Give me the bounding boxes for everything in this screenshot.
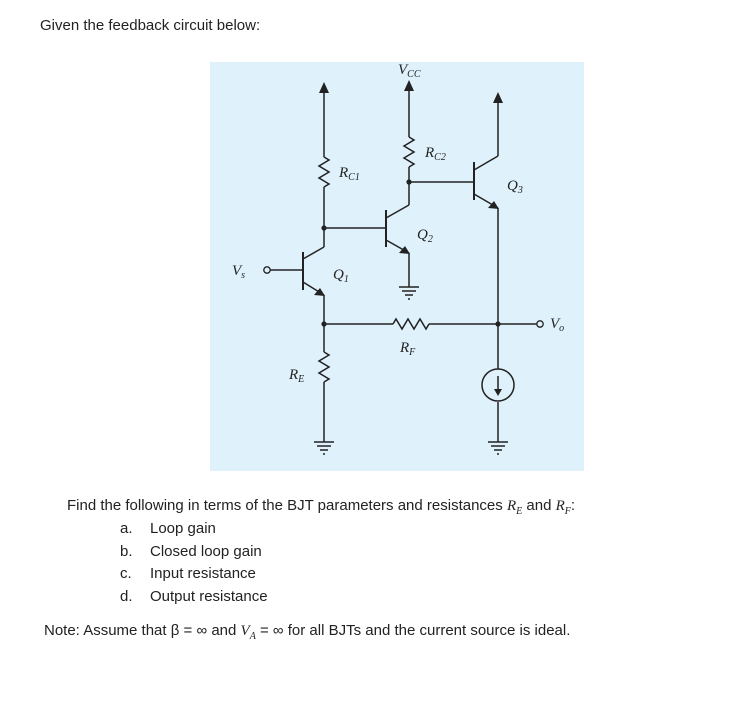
q3-label: $Q_3$ [507,178,523,196]
find-and: and [522,497,556,514]
va-subscript: A [249,631,256,642]
q1-label: $Q_1$ [333,267,349,285]
part-letter: b. [120,542,133,560]
find-colon: : [570,497,576,514]
find-instruction [67,497,575,517]
q2-label: $Q_2$ [417,227,433,245]
junction-rc1-q1 [321,225,326,230]
list-item [120,541,268,564]
rf-subscript: F [564,506,571,517]
part-text: Closed loop gain [150,542,262,560]
vo-label: $V_o$ [550,316,565,334]
intro-text: Given the feedback circuit below: [40,17,261,34]
find-prefix: Find the following in terms of the BJT parameters and resistances [67,497,507,514]
junction-q3-emitter-rf [495,321,500,326]
vs-terminal [264,267,270,273]
rf-symbol: R [555,498,565,514]
part-letter: c. [120,565,132,582]
note-prefix: Note: Assume that β = ∞ and [44,622,241,639]
re-label: $R_E$ [289,367,305,385]
part-letter: a. [120,520,133,537]
rc2-label: $R_{C2}$ [425,145,446,163]
part-text: Input resistance [150,565,256,582]
junction-rc2-q3 [406,179,411,184]
assumption-note [44,622,570,642]
list-item [120,586,268,609]
note-suffix: = ∞ for all BJTs and the current source is ideal. [255,622,571,639]
part-letter: d. [120,587,133,605]
part-text: Loop gain [150,520,216,537]
part-text: Output resistance [150,587,268,605]
vcc-label: $V_{CC}$ [398,62,421,80]
rf-label: $R_F$ [400,340,416,358]
vs-label: $V_s$ [232,263,246,281]
junction-q1-emitter-rf [321,321,326,326]
list-item [120,563,268,586]
re-symbol: R [506,498,517,514]
list-item [120,518,268,541]
vo-terminal [537,321,543,327]
va-symbol: V [240,623,250,639]
question-parts-list [120,518,268,608]
re-subscript: E [516,506,523,517]
feedback-circuit-diagram [210,62,584,471]
rc1-label: $R_{C1}$ [339,165,360,183]
